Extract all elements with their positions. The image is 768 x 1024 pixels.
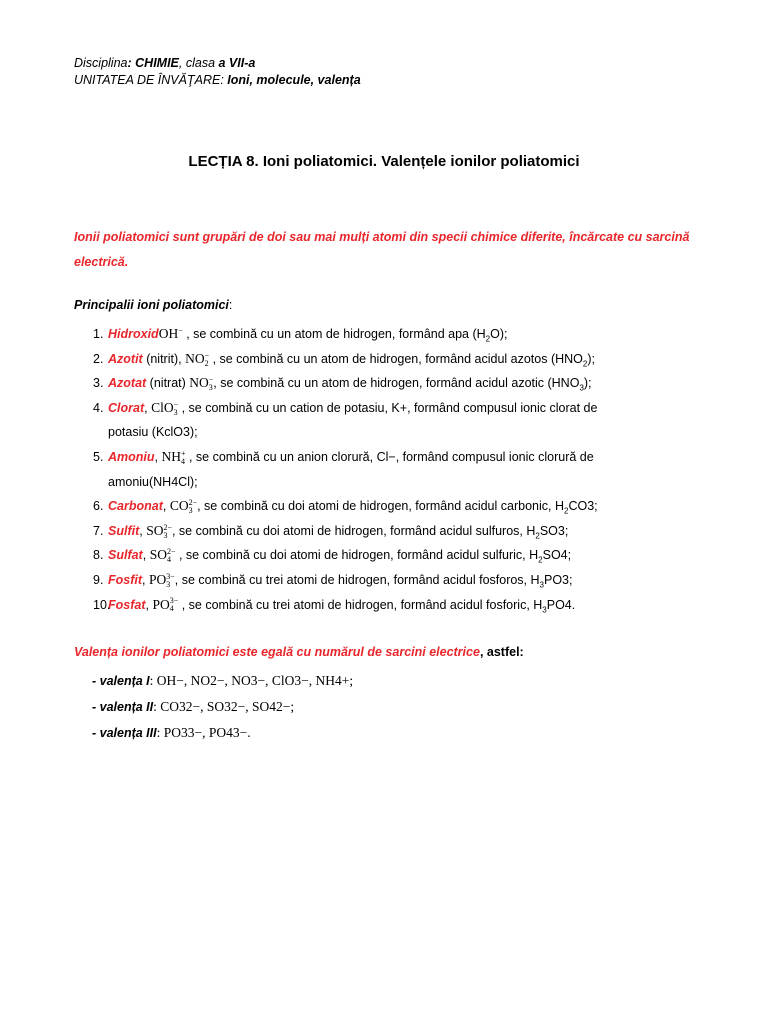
ion-formula-base: PO <box>152 596 170 612</box>
valence-item <box>92 668 353 694</box>
ion-charge-sub: 2 <box>204 358 209 368</box>
ion-name: Sulfat <box>108 548 143 563</box>
ion-charge-sub: 3 <box>166 579 171 589</box>
ion-formula <box>149 568 175 593</box>
ion-description: , se combină cu trei atomi de hidrogen, formând acidul fosforos, H <box>174 572 540 587</box>
discipline-value: : CHIMIE <box>127 56 179 70</box>
ion-formula-base: CO <box>169 498 189 514</box>
valence-ions: : PO33−, PO43−. <box>156 725 251 740</box>
ion-formula <box>150 543 176 568</box>
ion-description: , se combină cu un cation de potasiu, K <box>178 400 400 415</box>
ion-charge-sup: 2− <box>188 498 198 508</box>
item-number: 10. <box>93 597 111 612</box>
unit-value: Ioni, molecule, valența <box>227 73 361 87</box>
valence-label: - valența III <box>92 726 157 740</box>
list-item <box>74 445 634 494</box>
ion-charge <box>205 352 210 368</box>
ion-charge-sub: 4 <box>166 555 171 565</box>
product-tail: +, formând compusul ionic clorat de potasiu (KclO3); <box>108 400 598 440</box>
ion-formula-base: ClO <box>151 399 174 415</box>
ion-description: , se combină cu un atom de hidrogen, formând acidul azotic (HNO <box>213 376 580 391</box>
ion-charge <box>167 548 176 564</box>
ion-formula <box>151 396 178 421</box>
list-item <box>74 543 634 568</box>
item-number: 7. <box>93 523 104 538</box>
ion-description: , se combină cu un atom de hidrogen, formând apa (H <box>182 327 486 341</box>
valence-intro <box>74 645 524 659</box>
ion-charge-sub: 3 <box>208 383 213 393</box>
ion-name: Azotit <box>108 351 143 366</box>
product-tail: ); <box>583 376 592 391</box>
valence-list <box>92 668 353 746</box>
ion-charge <box>189 499 198 515</box>
product-subscript: 2 <box>538 555 543 565</box>
ion-formula <box>189 371 213 396</box>
ion-description: , se combină cu trei atomi de hidrogen, formând acidul fosforic, H <box>178 597 543 612</box>
ion-charge-sub: 3 <box>188 506 193 516</box>
ion-description: , se combină cu doi atomi de hidrogen, formând acidul sulfuric, H <box>175 548 539 563</box>
ion-description: , se combină cu doi atomi de hidrogen, formând acidul carbonic, H <box>197 499 564 514</box>
product-subscript: 3 <box>579 383 584 393</box>
ion-charge-sup: − <box>173 399 179 409</box>
unit-label: UNITATEA DE ÎNVĂŢARE: <box>74 73 228 87</box>
valence-ions: : OH−, NO2−, NO3−, ClO3−, NH4+; <box>149 673 354 688</box>
ion-extra: , <box>145 597 153 612</box>
definition-paragraph: Ionii poliatomici sunt grupări de doi sau mai mulți atomi din specii chimice diferite, încărcate cu sarcină electrică. <box>74 230 690 269</box>
ion-extra: , <box>162 499 170 514</box>
ion-extra: , <box>142 572 149 587</box>
ion-formula-base: SO <box>149 547 167 563</box>
valence-ions: : CO32−, SO32−, SO42−; <box>153 699 295 714</box>
ion-charge-sup: 3− <box>166 571 175 581</box>
product-subscript: 2 <box>485 334 491 344</box>
list-item <box>74 347 634 372</box>
valence-intro-tail: , astfel: <box>479 645 524 659</box>
product-tail: ); <box>587 351 595 366</box>
ion-name: Hidroxid <box>108 327 159 341</box>
ion-description: , se combină cu doi atomi de hidrogen, formând acidul sulfuros, H <box>171 523 536 538</box>
ion-name: Azotat <box>108 376 147 391</box>
ions-list-title-colon: : <box>228 298 233 312</box>
ion-charge <box>178 327 183 343</box>
ion-charge-sup: − <box>178 325 183 335</box>
ion-name: Sulfit <box>108 523 140 538</box>
item-number: 2. <box>93 351 104 366</box>
ions-list <box>74 322 634 617</box>
item-number: 8. <box>93 548 104 563</box>
list-item <box>74 568 634 593</box>
ion-charge <box>174 401 179 417</box>
ion-charge-sub: 4 <box>180 456 185 466</box>
item-number: 9. <box>93 572 104 587</box>
ion-charge <box>166 573 175 589</box>
ion-charge-sup: + <box>180 448 186 458</box>
product-subscript: 2 <box>535 531 540 541</box>
product-subscript: 3 <box>542 605 547 615</box>
ion-charge-sub <box>178 335 183 343</box>
ion-formula-base: OH <box>158 326 179 341</box>
ion-formula <box>185 347 209 372</box>
valence-intro-highlight: Valența ionilor poliatomici este egală cu numărul de sarcini electrice <box>74 645 480 659</box>
valence-label: - valența II <box>92 700 154 714</box>
valence-label: - valența I <box>92 674 150 688</box>
ion-charge-sub: 4 <box>169 604 174 614</box>
ion-formula-base: NO <box>185 350 205 366</box>
valence-item <box>92 720 353 746</box>
discipline-line <box>74 55 361 72</box>
product-tail: SO4; <box>542 548 572 563</box>
ion-charge <box>181 450 186 466</box>
ion-name: Fosfit <box>108 572 143 587</box>
ion-formula <box>159 322 183 347</box>
unit-line <box>74 72 361 89</box>
ion-description: , se combină cu un anion clorură, Cl <box>185 449 389 464</box>
item-number: 1. <box>93 327 104 341</box>
ion-extra: , <box>144 400 152 415</box>
product-tail: PO3; <box>543 572 573 587</box>
ion-formula-base: NO <box>189 375 209 391</box>
ion-charge-sub: 3 <box>173 407 178 417</box>
list-item <box>74 593 634 618</box>
valence-item <box>92 694 353 720</box>
ion-extra: , <box>139 523 147 538</box>
ion-charge-sup: 3− <box>169 596 179 606</box>
product-tail: SO3; <box>539 523 569 538</box>
item-number: 6. <box>93 499 104 514</box>
product-tail: O); <box>490 327 508 341</box>
ion-extra: , <box>154 449 162 464</box>
ion-description: , se combină cu un atom de hidrogen, formând acidul azotos (HNO <box>209 351 583 366</box>
class-text: , clasa <box>178 56 219 70</box>
ion-name: Carbonat <box>108 499 163 514</box>
ion-charge-sup: − <box>204 350 210 360</box>
ion-formula <box>170 494 197 519</box>
ion-charge-sup: 2− <box>166 547 176 557</box>
ion-formula <box>161 445 185 470</box>
ion-charge <box>170 597 179 613</box>
ion-extra: (nitrat) <box>146 376 190 391</box>
product-tail: −, formând compusul ionic clorură de amoniu(NH4Cl); <box>108 449 594 489</box>
ion-formula <box>146 519 172 544</box>
product-subscript: 2 <box>563 506 569 516</box>
product-tail: CO3; <box>568 499 598 514</box>
item-number: 3. <box>93 376 104 391</box>
lesson-title: LECȚIA 8. Ioni poliatomici. Valențele ionilor poliatomici <box>188 153 580 170</box>
ion-formula-base: SO <box>146 522 164 538</box>
document-header <box>74 55 361 89</box>
list-item <box>74 519 634 544</box>
ion-charge-sub: 3 <box>163 530 168 540</box>
ion-charge-sup: − <box>208 375 214 385</box>
item-number: 5. <box>93 449 104 464</box>
ion-formula <box>152 593 178 618</box>
product-subscript: 2 <box>582 359 588 369</box>
ion-formula-base: NH <box>161 448 181 464</box>
list-item <box>74 322 634 347</box>
ions-list-title <box>74 298 232 312</box>
discipline-label: Disciplina <box>74 56 128 70</box>
class-value: a VII-a <box>218 56 256 70</box>
ion-charge-sup: 2− <box>163 522 172 532</box>
ions-list-title-text: Principalii ioni poliatomici <box>74 298 229 312</box>
product-subscript: 3 <box>539 580 544 590</box>
ion-name: Clorat <box>108 400 145 415</box>
ion-charge <box>163 524 172 540</box>
ion-name: Amoniu <box>108 449 155 464</box>
ion-extra: (nitrit), <box>142 351 186 366</box>
list-item <box>74 371 634 396</box>
item-number: 4. <box>93 400 104 415</box>
ion-name: Fosfat <box>108 597 146 612</box>
ion-extra: , <box>142 548 150 563</box>
ion-formula-base: PO <box>148 571 167 587</box>
list-item <box>74 494 634 519</box>
list-item <box>74 396 634 445</box>
ion-charge <box>209 376 214 392</box>
product-tail: PO4. <box>546 597 576 612</box>
